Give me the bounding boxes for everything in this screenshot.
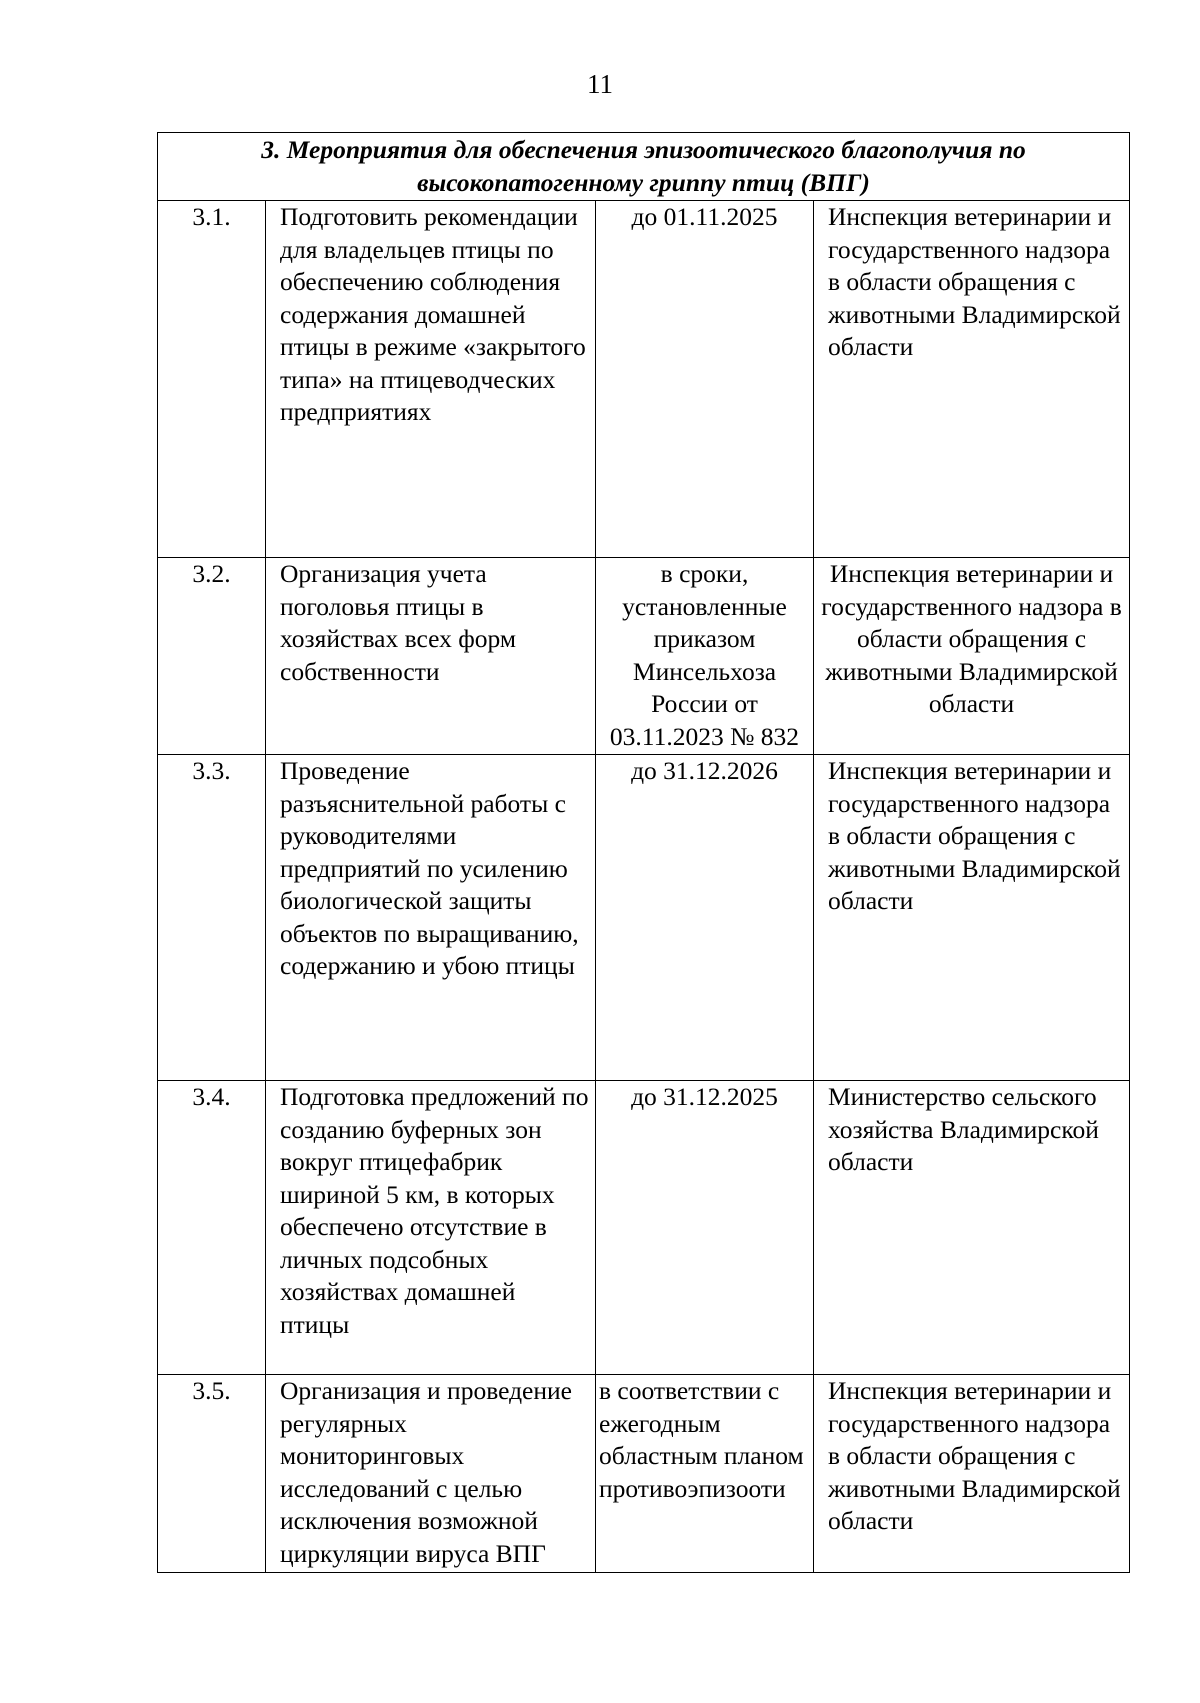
table-row <box>158 1081 1130 1375</box>
row-deadline: до 01.11.2025 <box>596 201 814 558</box>
table-row <box>158 1375 1130 1573</box>
page-number: 11 <box>587 69 613 99</box>
table-row <box>158 755 1130 1081</box>
row-task: Подготовка предложений по созданию буферных зон вокруг птицефабрик шириной 5 км, в которых обеспечено отсутствие в личных подсобных хозяйствах домашней птицы <box>266 1081 596 1375</box>
row-responsible: Инспекция ветеринарии и государственного надзора в области обращения с животными Владимирской области <box>814 1375 1130 1573</box>
row-number: 3.1. <box>158 201 266 558</box>
row-number: 3.2. <box>158 558 266 755</box>
row-responsible: Инспекция ветеринарии и государственного надзора в области обращения с животными Владимирской области <box>814 558 1130 755</box>
row-task: Подготовить рекомендации для владельцев птицы по обеспечению соблюдения содержания домашней птицы в режиме «закрытого типа» на птицеводческих предприятиях <box>266 201 596 558</box>
row-deadline: до 31.12.2025 <box>596 1081 814 1375</box>
row-deadline: в сроки, установленные приказом Минсельхоза России от 03.11.2023 № 832 <box>596 558 814 755</box>
row-deadline: в соответствии с ежегодным областным планом противоэпизооти <box>596 1375 814 1573</box>
row-responsible: Министерство сельского хозяйства Владимирской области <box>814 1081 1130 1375</box>
row-deadline: до 31.12.2026 <box>596 755 814 1081</box>
row-number: 3.5. <box>158 1375 266 1573</box>
row-number: 3.4. <box>158 1081 266 1375</box>
section-header-row <box>158 133 1130 201</box>
table-row <box>158 201 1130 558</box>
section-title: 3. Мероприятия для обеспечения эпизоотического благополучия по высокопатогенному гриппу птиц (ВПГ) <box>158 133 1130 201</box>
row-task: Проведение разъяснительной работы с руководителями предприятий по усилению биологической защиты объектов по выращиванию, содержанию и убою птицы <box>266 755 596 1081</box>
measures-table <box>157 132 1130 1573</box>
row-responsible: Инспекция ветеринарии и государственного надзора в области обращения с животными Владимирской области <box>814 201 1130 558</box>
row-number: 3.3. <box>158 755 266 1081</box>
row-task: Организация учета поголовья птицы в хозяйствах всех форм собственности <box>266 558 596 755</box>
row-responsible: Инспекция ветеринарии и государственного надзора в области обращения с животными Владимирской области <box>814 755 1130 1081</box>
table-row <box>158 558 1130 755</box>
row-task: Организация и проведение регулярных мониторинговых исследований с целью исключения возможной циркуляции вируса ВПГ <box>266 1375 596 1573</box>
